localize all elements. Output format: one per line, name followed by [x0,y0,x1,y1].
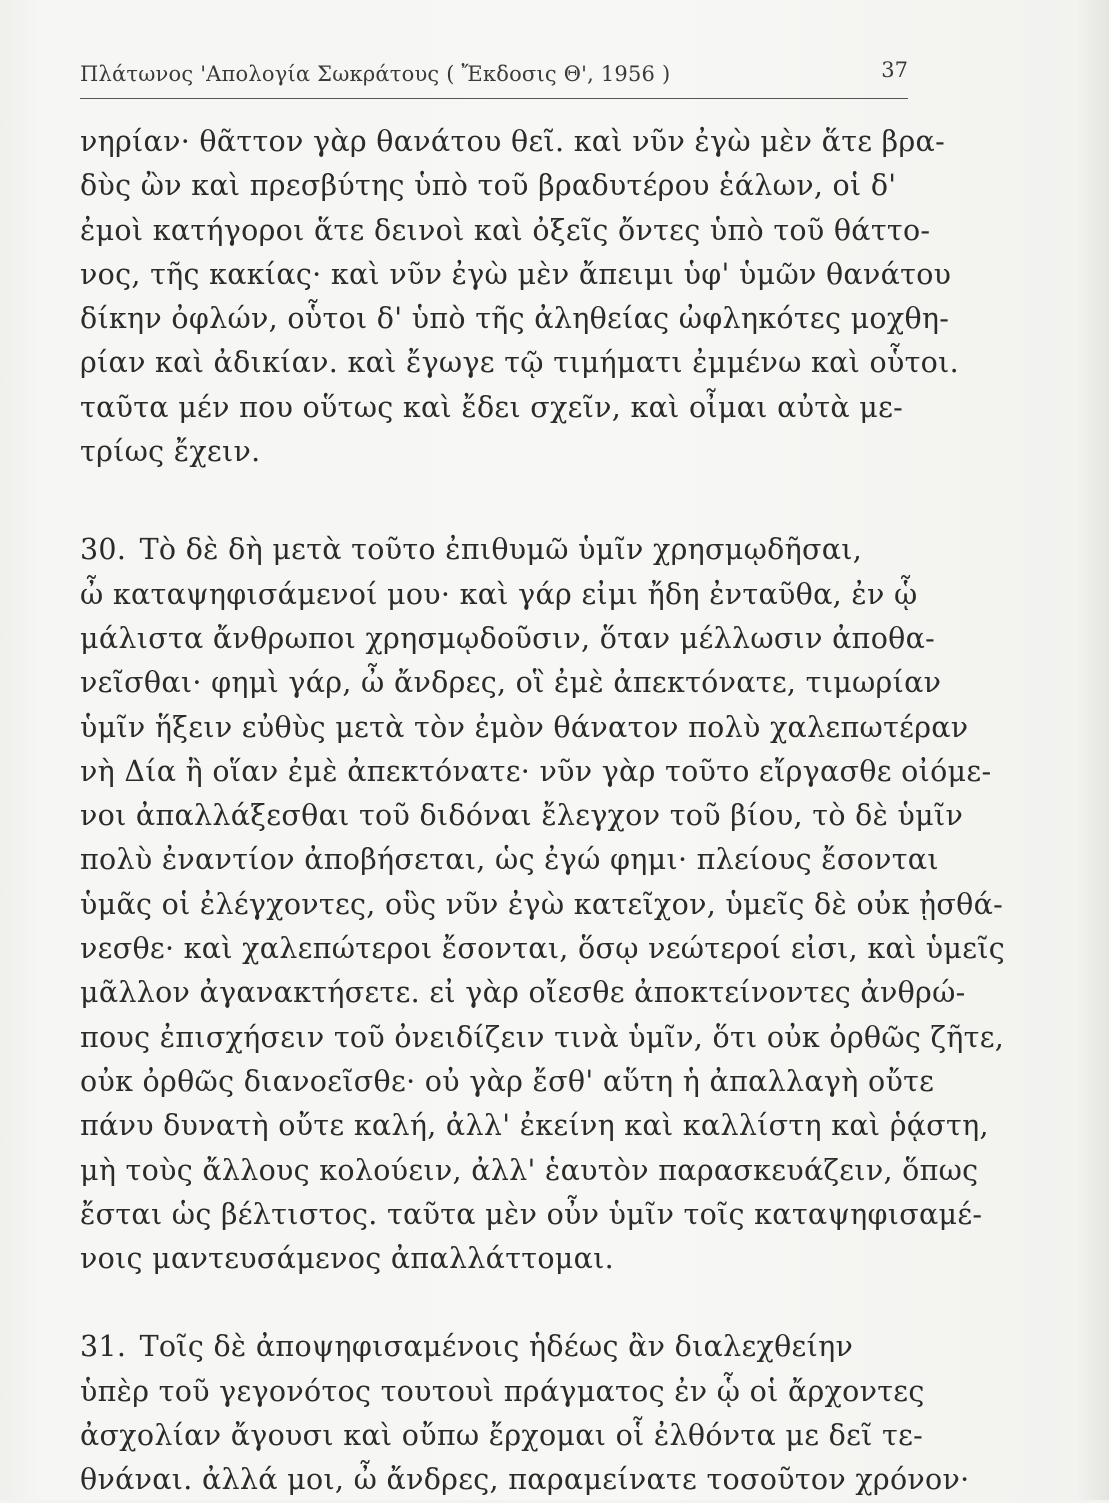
section-number: 31. [80,1330,127,1364]
text-line: τρίως ἔχειν. [80,435,261,469]
paragraph-end [80,120,959,474]
text-line: μᾶλλον ἀγανακτήσετε. εἰ γὰρ οἴεσθε ἀποκτείνοντες ἀνθρώ- [80,976,966,1010]
text-line: νεῖσθαι· φημὶ γάρ, ὦ ἄνδρες, οἳ ἐμὲ ἀπεκτόνατε, τιμωρίαν [80,666,942,700]
section-first-line [80,1325,940,1369]
page-header [80,58,908,99]
section-number: 30. [80,533,127,567]
text-line: πολὺ ἐναντίον ἀποβήσεται, ὡς ἐγώ φημι· πλείους ἔσονται [80,843,939,877]
text-line: μάλιστα ἄνθρωποι χρησμῳδοῦσιν, ὅταν μέλλωσιν ἀποθα- [80,621,936,655]
section-31 [80,1325,970,1502]
running-title: Πλάτωνος 'Απολογία Σωκράτους ( Ἔκδοσις Θ', 1956 ) [80,62,671,86]
text-line: νεσθε· καὶ χαλεπώτεροι ἔσονται, ὅσῳ νεώτεροί εἰσι, καὶ ὑμεῖς [80,932,1006,966]
text-line: Τοῖς δὲ ἀποψηφισαμένοις ἡδέως ἂν διαλεχθείην [139,1330,854,1364]
body-text [80,120,1006,1503]
text-line: πάνυ δυνατὴ οὔτε καλή, ἀλλ' ἐκείνη καὶ καλλίστη καὶ ῥᾴστη, [80,1109,989,1143]
text-line: ἐμοὶ κατήγοροι ἅτε δεινοὶ καὶ ὀξεῖς ὄντες ὑπὸ τοῦ θάττο- [80,213,931,247]
text-line: νηρίαν· θᾶττον γὰρ θανάτου θεῖ. καὶ νῦν ἐγὼ μὲν ἅτε βρα- [80,125,945,158]
text-line: οὐκ ὀρθῶς διανοεῖσθε· οὐ γὰρ ἔσθ' αὕτη ἡ ἀπαλλαγὴ οὔτε [80,1064,935,1098]
text-line: νοις μαντευσάμενος ἀπαλλάττομαι. [80,1242,615,1276]
text-line: ἔσται ὡς βέλτιστος. ταῦτα μὲν οὖν ὑμῖν τοῖς καταψηφισαμέ- [80,1197,983,1231]
section-30 [80,528,1006,1281]
page-number: 37 [881,58,908,82]
text-line: θνάναι. ἀλλά μοι, ὦ ἄνδρες, παραμείνατε τοσοῦτον χρόνον· [80,1463,970,1497]
text-line: νὴ Δία ἢ οἵαν ἐμὲ ἀπεκτόνατε· νῦν γὰρ τοῦτο εἴργασθε οἰόμε- [80,754,992,788]
text-line: νος, τῆς κακίας· καὶ νῦν ἐγὼ μὲν ἄπειμι ὑφ' ὑμῶν θανάτου [80,257,952,291]
text-line: μὴ τοὺς ἄλλους κολούειν, ἀλλ' ἑαυτὸν παρασκευάζειν, ὅπως [80,1153,979,1187]
text-line: ὑμᾶς οἱ ἐλέγχοντες, οὓς νῦν ἐγὼ κατεῖχον, ὑμεῖς δὲ οὐκ ᾐσθά- [80,887,1004,921]
text-line: ὑμῖν ἥξειν εὐθὺς μετὰ τὸν ἐμὸν θάνατον πολὺ χαλεπωτέραν [80,710,969,744]
text-line: ὑπὲρ τοῦ γεγονότος τουτουὶ πράγματος ἐν ᾧ οἱ ἄρχοντες [80,1374,925,1408]
text-line: πους ἐπισχήσειν τοῦ ὀνειδίζειν τινὰ ὑμῖν, ὅτι οὐκ ὀρθῶς ζῆτε, [80,1020,1005,1054]
section-first-line [80,528,940,572]
text-line: ταῦτα μέν που οὕτως καὶ ἔδει σχεῖν, καὶ οἶμαι αὐτὰ με- [80,390,904,424]
text-line: δὺς ὢν καὶ πρεσβύτης ὑπὸ τοῦ βραδυτέρου ἑάλων, οἱ δ' [80,169,897,203]
text-line: ρίαν καὶ ἀδικίαν. καὶ ἔγωγε τῷ τιμήματι ἐμμένω καὶ οὗτοι. [80,346,959,380]
text-line: ὦ καταψηφισάμενοί μου· καὶ γάρ εἰμι ἤδη ἐνταῦθα, ἐν ᾧ [80,577,918,611]
text-line: νοι ἀπαλλάξεσθαι τοῦ διδόναι ἔλεγχον τοῦ βίου, τὸ δὲ ὑμῖν [80,799,964,833]
text-line: ἀσχολίαν ἄγουσι καὶ οὔπω ἔρχομαι οἷ ἐλθόντα με δεῖ τε- [80,1419,924,1453]
text-line: Τὸ δὲ δὴ μετὰ τοῦτο ἐπιθυμῶ ὑμῖν χρησμῳδῆσαι, [139,533,863,567]
text-line: δίκην ὀφλών, οὗτοι δ' ὑπὸ τῆς ἀληθείας ὠφληκότες μοχθη- [80,302,950,336]
